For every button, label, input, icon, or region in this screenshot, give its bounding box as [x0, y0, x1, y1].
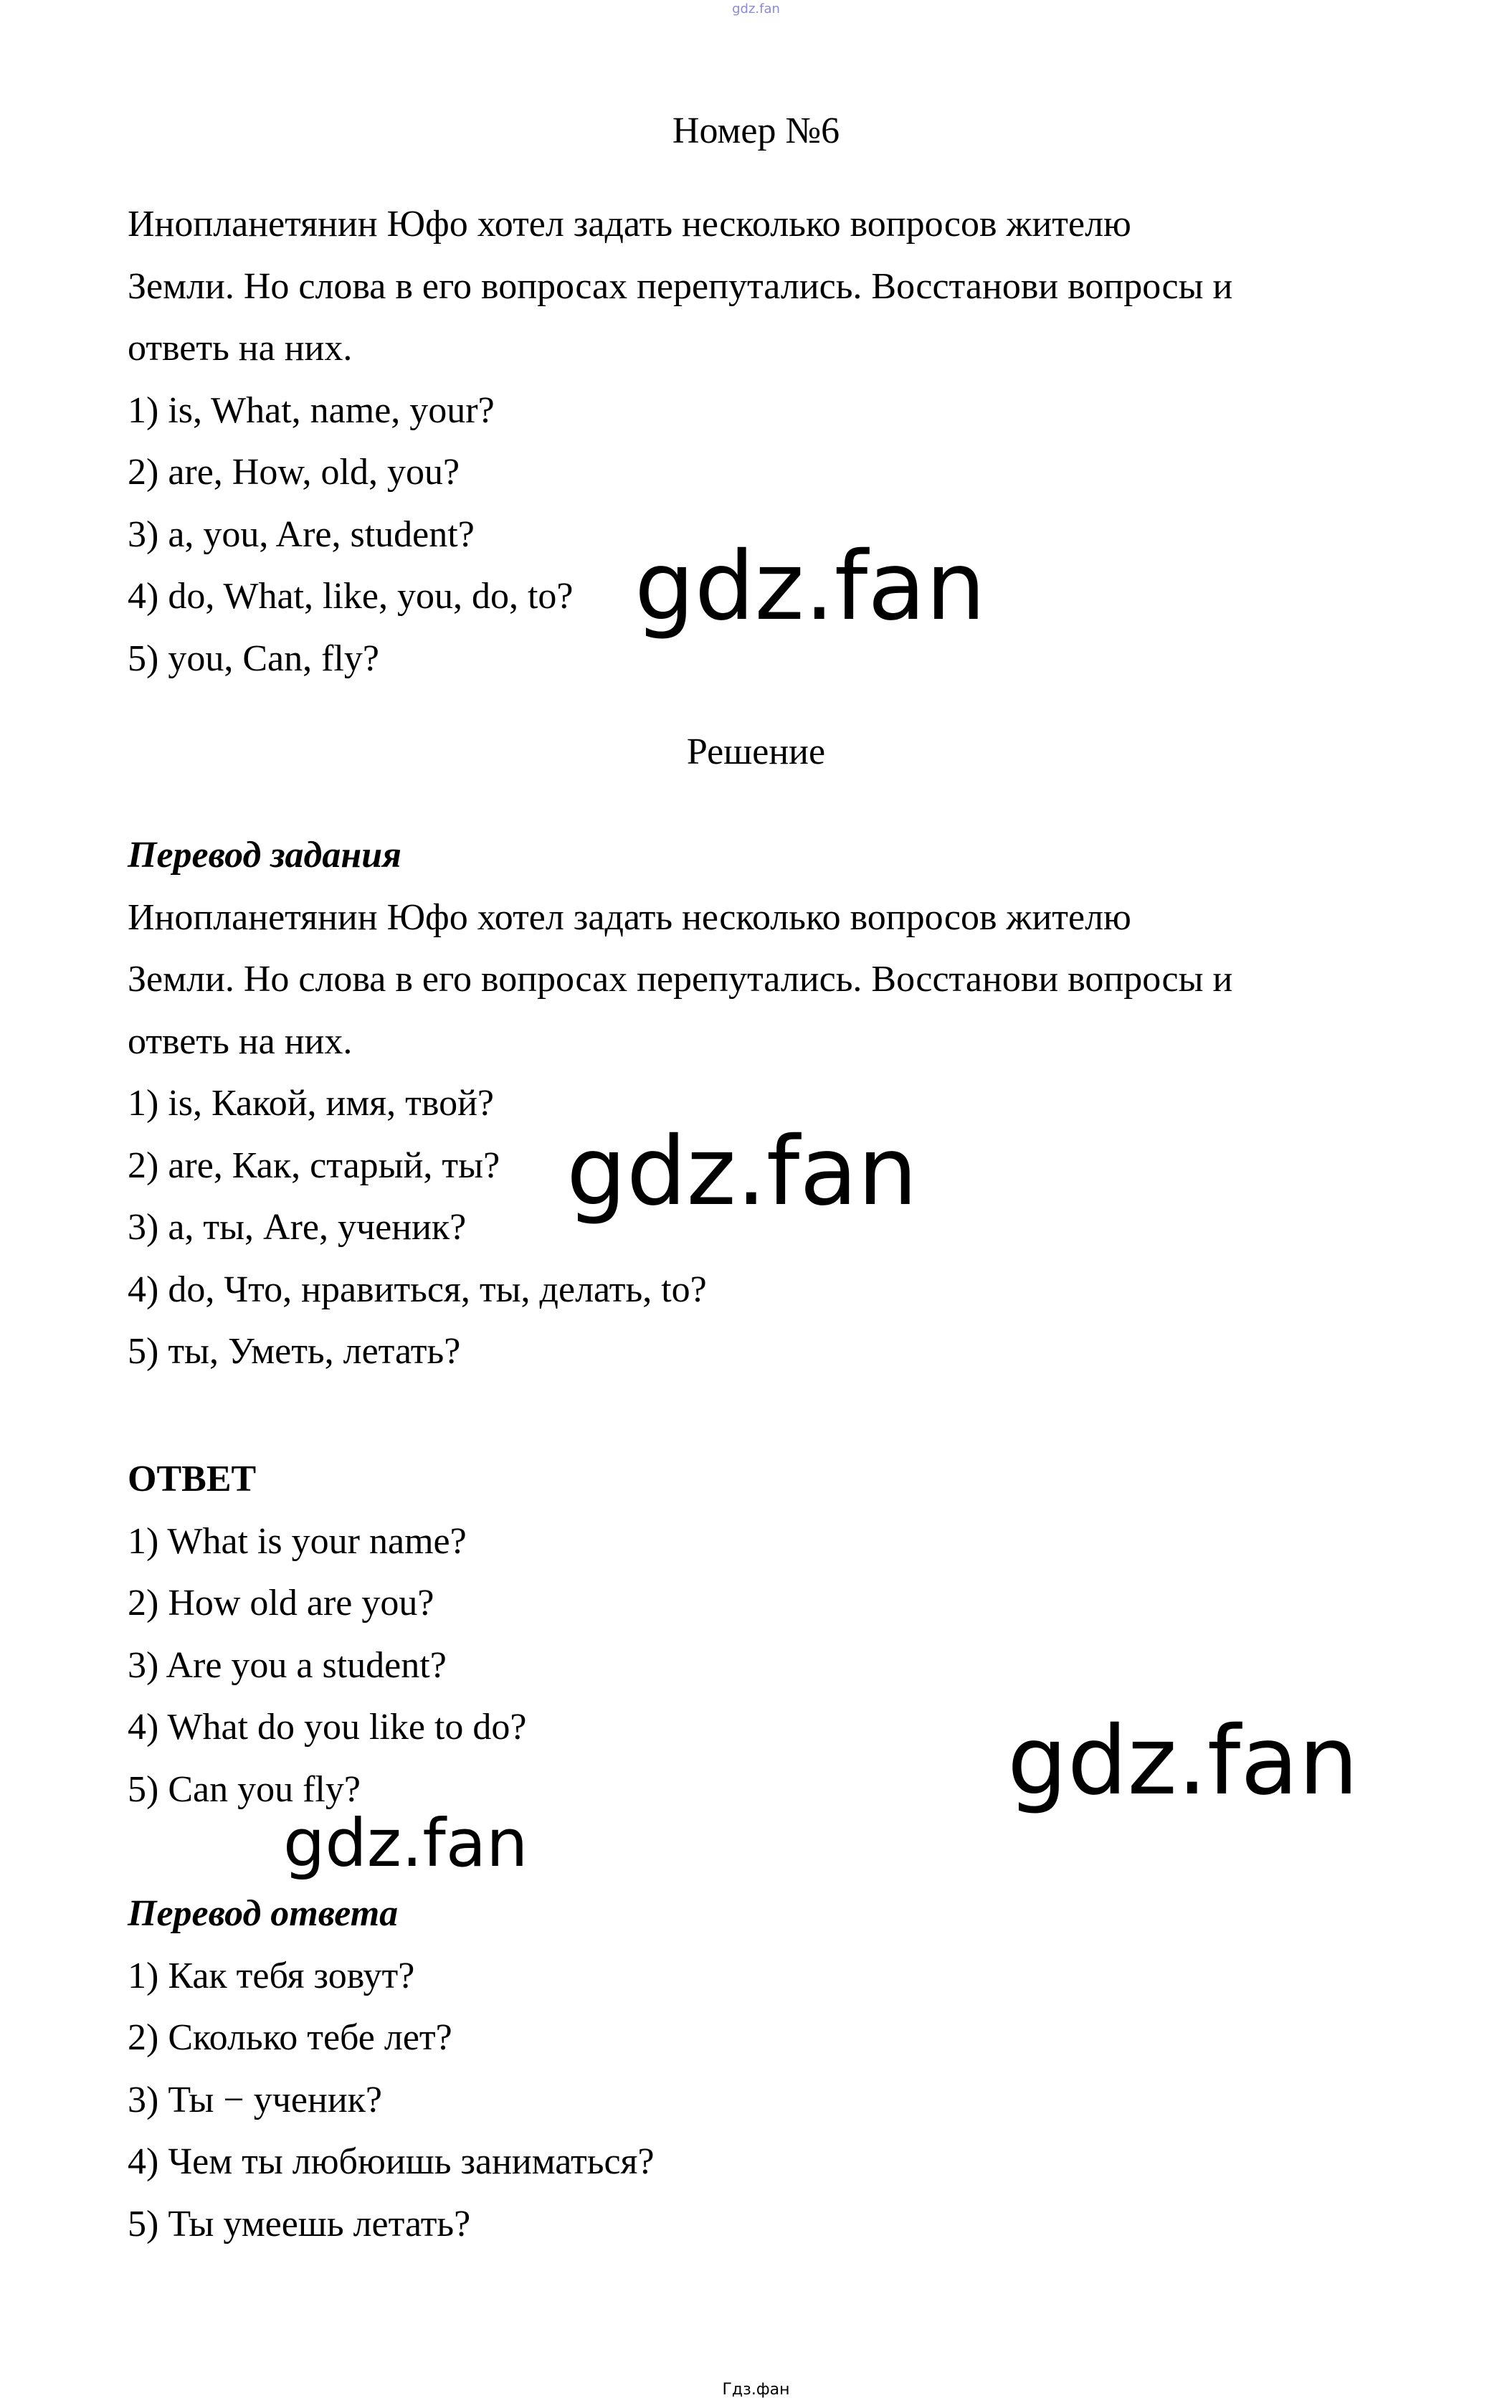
watermark: gdz.fan	[634, 531, 986, 642]
task-item: 3) a, you, Are, student?	[128, 513, 475, 555]
answer-translation-block	[128, 1883, 1432, 2255]
answer-heading: ОТВЕТ	[128, 1459, 257, 1499]
watermark: gdz.fan	[1007, 1706, 1359, 1816]
answer-translation-item: 1) Как тебя зовут?	[128, 1955, 415, 1996]
translation-heading: Перевод задания	[128, 835, 401, 876]
answer-item: 5) Can you fly?	[128, 1768, 361, 1810]
answer-item: 3) Are you a student?	[128, 1644, 447, 1686]
translation-item: 4) do, Что, нравиться, ты, делать, to?	[128, 1269, 707, 1310]
answer-translation-item: 4) Чем ты любюишь заниматься?	[128, 2141, 655, 2182]
translation-paragraph-line: ответь на них.	[128, 1020, 353, 1062]
site-mark: gdz.fan	[732, 1, 780, 16]
answer-item: 4) What do you like to do?	[128, 1707, 527, 1748]
answer-item: 1) What is your name?	[128, 1520, 467, 1562]
watermark: gdz.fan	[566, 1117, 918, 1227]
answer-translation-item: 3) Ты − ученик?	[128, 2079, 382, 2120]
watermark: gdz.fan	[283, 1805, 528, 1882]
translation-item: 1) is, Какой, имя, твой?	[128, 1083, 495, 1124]
translation-paragraph-line: Земли. Но слова в его вопросах перепутались. Восстанови вопросы и	[128, 959, 1233, 1000]
task-paragraph-line: Инопланетянин Юфо хотел задать несколько вопросов жителю	[128, 204, 1131, 245]
translation-item: 5) ты, Уметь, летать?	[128, 1331, 461, 1372]
translation-item: 2) are, Как, старый, ты?	[128, 1144, 500, 1186]
task-item: 1) is, What, name, your?	[128, 389, 495, 431]
page-footer: Гдз.фан	[722, 2381, 790, 2399]
answer-translation-heading: Перевод ответа	[128, 1893, 399, 1934]
page-title: Номер №6	[672, 110, 840, 151]
translation-paragraph-line: Инопланетянин Юфо хотел задать несколько вопросов жителю	[128, 896, 1131, 938]
task-item: 2) are, How, old, you?	[128, 452, 460, 493]
translation-block	[128, 825, 1432, 1383]
answer-item: 2) How old are you?	[128, 1583, 434, 1623]
task-paragraph-line: Земли. Но слова в его вопросах перепутались. Восстанови вопросы и	[128, 265, 1233, 307]
task-paragraph-line: ответь на них.	[128, 328, 353, 369]
solution-title: Решение	[686, 731, 826, 772]
task-item: 4) do, What, like, you, do, to?	[128, 576, 574, 617]
answer-translation-item: 5) Ты умеешь летать?	[128, 2203, 471, 2245]
translation-item: 3) a, ты, Are, ученик?	[128, 1207, 467, 1248]
answer-translation-item: 2) Сколько тебе лет?	[128, 2017, 452, 2058]
task-item: 5) you, Can, fly?	[128, 637, 379, 679]
